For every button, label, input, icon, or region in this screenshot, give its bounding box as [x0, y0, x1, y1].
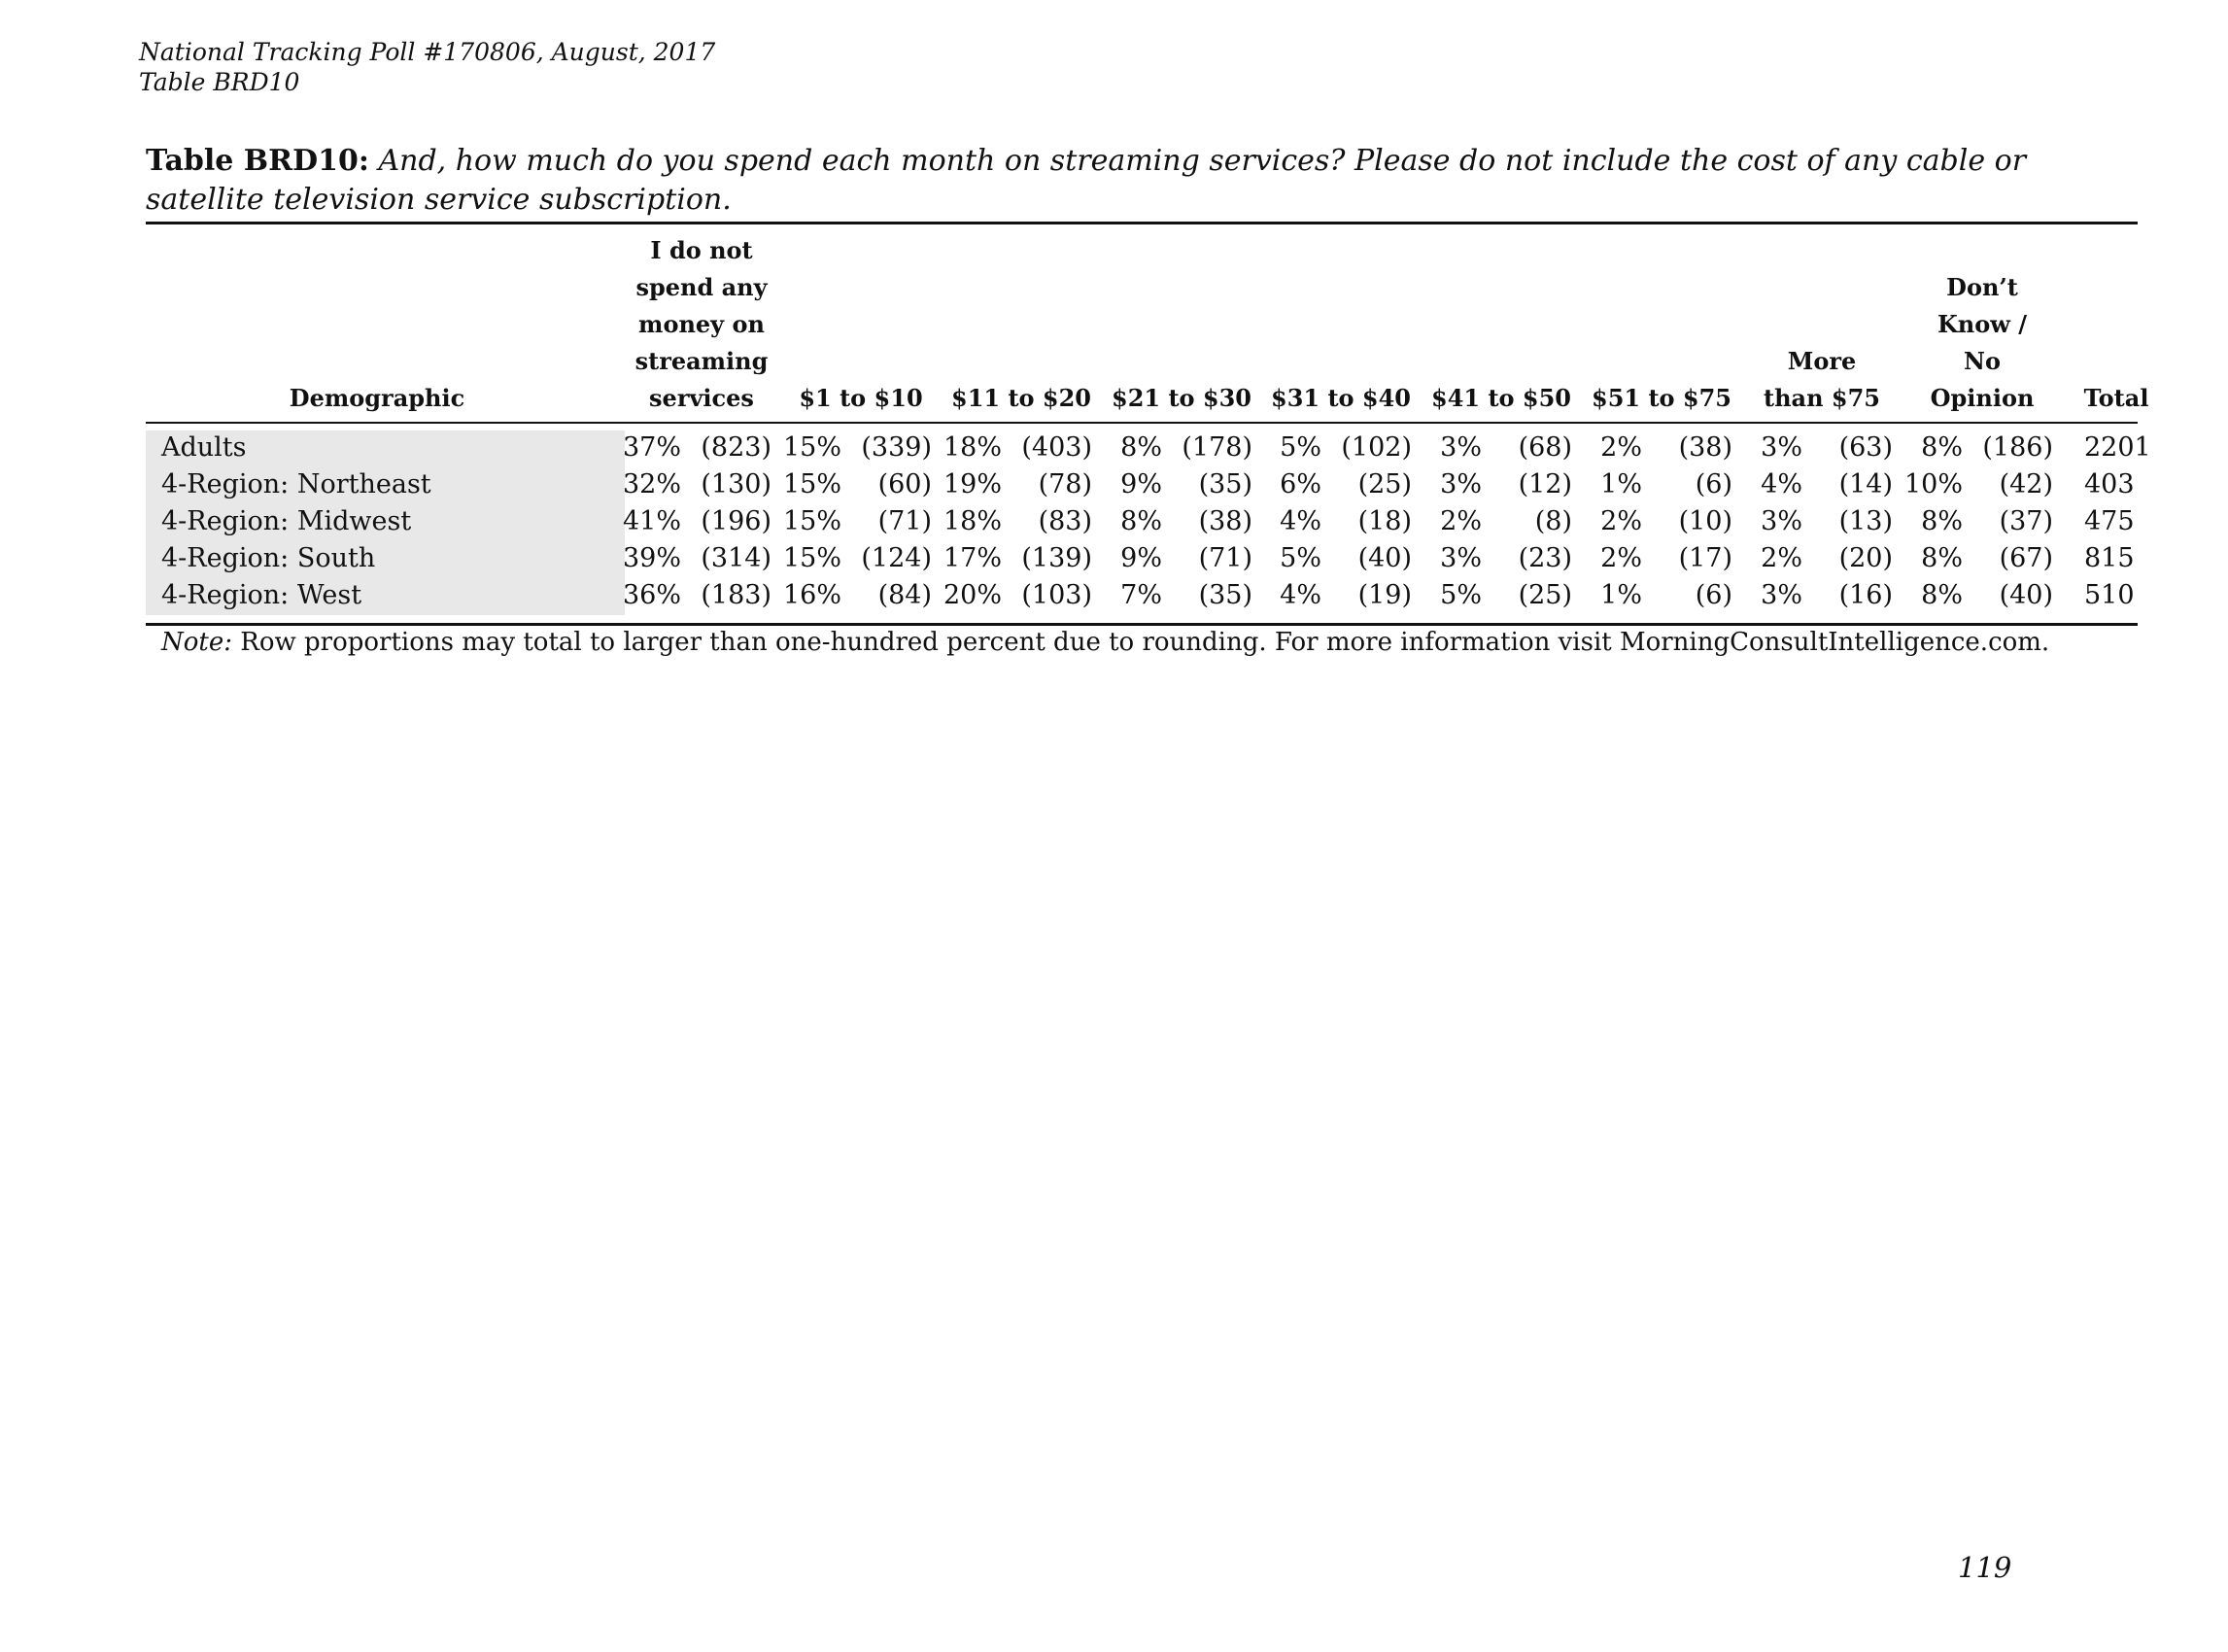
column-header-line: $41 to $50 [1431, 384, 1571, 412]
running-head [139, 37, 715, 97]
cell-percent: 16% [782, 580, 841, 610]
column-header-line: Demographic [289, 384, 465, 412]
cell-count: (25) [1357, 469, 1412, 499]
cell-count: (84) [877, 580, 932, 610]
column-header-line: $21 to $30 [1112, 384, 1251, 412]
cell-percent: 8% [1921, 506, 1963, 536]
table-row [0, 540, 2138, 577]
column-header-line: money on [638, 310, 765, 338]
cell-total: 475 [2084, 506, 2135, 536]
cell-count: (17) [1678, 543, 1732, 573]
cell-count: (14) [1838, 469, 1893, 499]
column-header-line: $1 to $10 [799, 384, 923, 412]
row-label: 4-Region: Northeast [161, 469, 431, 499]
cell-count: (139) [1021, 543, 1092, 573]
cell-count: (38) [1198, 506, 1252, 536]
cell-count: (63) [1838, 432, 1893, 463]
cell-percent: 3% [1440, 543, 1482, 573]
caption-label: Table BRD10: [146, 144, 369, 178]
cell-count: (124) [861, 543, 932, 573]
row-label: 4-Region: West [161, 580, 362, 610]
cell-percent: 1% [1600, 469, 1642, 499]
note-label: Note: [161, 628, 232, 657]
cell-percent: 10% [1903, 469, 1963, 499]
cell-total: 815 [2084, 543, 2135, 573]
cell-count: (196) [701, 506, 771, 536]
column-header-line: More [1787, 347, 1857, 375]
cell-percent: 2% [1600, 432, 1642, 463]
cell-percent: 39% [622, 543, 681, 573]
cell-count: (83) [1038, 506, 1092, 536]
cell-percent: 5% [1440, 580, 1482, 610]
cell-count: (18) [1357, 506, 1412, 536]
cell-percent: 2% [1440, 506, 1482, 536]
column-header-line: $51 to $75 [1592, 384, 1731, 412]
cell-count: (183) [701, 580, 771, 610]
header-rule [146, 422, 2138, 424]
cell-count: (71) [877, 506, 932, 536]
cell-count: (40) [1999, 580, 2053, 610]
column-header-line: services [649, 384, 754, 412]
cell-count: (403) [1021, 432, 1092, 463]
cell-count: (102) [1341, 432, 1412, 463]
note-text: Row proportions may total to larger than one-hundred percent due to rounding. For more information visit MorningConsultIntelligence.com. [240, 628, 2050, 657]
cell-count: (16) [1838, 580, 1893, 610]
cell-percent: 17% [943, 543, 1002, 573]
cell-count: (35) [1198, 580, 1252, 610]
cell-percent: 1% [1600, 580, 1642, 610]
cell-count: (78) [1038, 469, 1092, 499]
cell-percent: 5% [1280, 543, 1321, 573]
column-header-line: Opinion [1930, 384, 2035, 412]
running-head-title: National Tracking Poll #170806, August, 2017 [139, 38, 716, 66]
table-row [0, 430, 2151, 466]
cell-count: (130) [701, 469, 771, 499]
cell-percent: 3% [1761, 506, 1802, 536]
cell-count: (178) [1182, 432, 1252, 463]
cell-count: (103) [1021, 580, 1092, 610]
cell-percent: 6% [1280, 469, 1321, 499]
cell-percent: 32% [622, 469, 681, 499]
cell-count: (823) [701, 432, 771, 463]
row-label: 4-Region: South [161, 543, 376, 573]
cell-count: (339) [861, 432, 932, 463]
row-label: 4-Region: Midwest [161, 506, 412, 536]
cell-count: (71) [1198, 543, 1252, 573]
cell-total: 510 [2084, 580, 2135, 610]
cell-percent: 4% [1280, 580, 1321, 610]
cell-count: (19) [1357, 580, 1412, 610]
cell-percent: 2% [1761, 543, 1802, 573]
cell-percent: 15% [782, 432, 841, 463]
column-header-line: I do not [650, 236, 753, 264]
cell-percent: 18% [943, 432, 1002, 463]
cell-count: (42) [1999, 469, 2053, 499]
column-header-line: $31 to $40 [1271, 384, 1411, 412]
cell-count: (13) [1838, 506, 1893, 536]
cell-count: (38) [1678, 432, 1732, 463]
table-row [0, 503, 2138, 540]
cell-count: (314) [701, 543, 771, 573]
column-header-line: Don’t [1946, 273, 2018, 301]
column-header-line: streaming [634, 347, 769, 375]
cell-percent: 8% [1120, 432, 1162, 463]
cell-percent: 3% [1440, 469, 1482, 499]
cell-percent: 4% [1761, 469, 1802, 499]
column-header-line: Total [2083, 384, 2149, 412]
page-number: 119 [1958, 1551, 2012, 1584]
table-row [0, 466, 2138, 503]
table-caption [146, 142, 2089, 220]
cell-count: (35) [1198, 469, 1252, 499]
cell-count: (37) [1999, 506, 2053, 536]
cell-percent: 8% [1120, 506, 1162, 536]
column-header-line: Know / [1937, 310, 2028, 338]
cell-percent: 15% [782, 469, 841, 499]
cell-percent: 18% [943, 506, 1002, 536]
column-header [265, 229, 489, 417]
cell-count: (6) [1695, 469, 1732, 499]
cell-percent: 8% [1921, 432, 1963, 463]
cell-percent: 9% [1120, 469, 1162, 499]
cell-percent: 19% [943, 469, 1002, 499]
table-row [0, 577, 2138, 614]
cell-percent: 9% [1120, 543, 1162, 573]
cell-count: (12) [1518, 469, 1572, 499]
cell-percent: 36% [622, 580, 681, 610]
cell-percent: 4% [1280, 506, 1321, 536]
cell-percent: 8% [1921, 543, 1963, 573]
cell-percent: 15% [782, 543, 841, 573]
cell-count: (68) [1518, 432, 1572, 463]
cell-percent: 3% [1440, 432, 1482, 463]
cell-count: (186) [1982, 432, 2053, 463]
cell-percent: 3% [1761, 580, 1802, 610]
cell-count: (8) [1534, 506, 1572, 536]
cell-total: 403 [2084, 469, 2135, 499]
cell-percent: 5% [1280, 432, 1321, 463]
cell-count: (25) [1518, 580, 1572, 610]
table-note [161, 624, 2049, 661]
cell-percent: 2% [1600, 506, 1642, 536]
caption-question: And, how much do you spend each month on streaming services? Please do not include the cost of any cable or satellite television service subscription. [146, 144, 2027, 217]
column-header-line: No [1964, 347, 2001, 375]
cell-count: (40) [1357, 543, 1412, 573]
column-header [2005, 229, 2228, 417]
top-rule [146, 222, 2138, 224]
column-header-line: than $75 [1764, 384, 1880, 412]
cell-count: (60) [877, 469, 932, 499]
cell-percent: 2% [1600, 543, 1642, 573]
column-header-line: $11 to $20 [951, 384, 1091, 412]
cell-percent: 7% [1120, 580, 1162, 610]
cell-count: (6) [1695, 580, 1732, 610]
running-head-table-id: Table BRD10 [139, 68, 300, 96]
cell-count: (23) [1518, 543, 1572, 573]
column-header-line: spend any [635, 273, 768, 301]
row-label: Adults [161, 432, 247, 463]
cell-percent: 3% [1761, 432, 1802, 463]
cell-percent: 41% [622, 506, 681, 536]
cell-percent: 15% [782, 506, 841, 536]
cell-count: (20) [1838, 543, 1893, 573]
cell-percent: 20% [943, 580, 1002, 610]
cell-count: (67) [1999, 543, 2053, 573]
cell-percent: 8% [1921, 580, 1963, 610]
cell-count: (10) [1678, 506, 1732, 536]
cell-total: 2201 [2084, 432, 2151, 463]
cell-percent: 37% [622, 432, 681, 463]
